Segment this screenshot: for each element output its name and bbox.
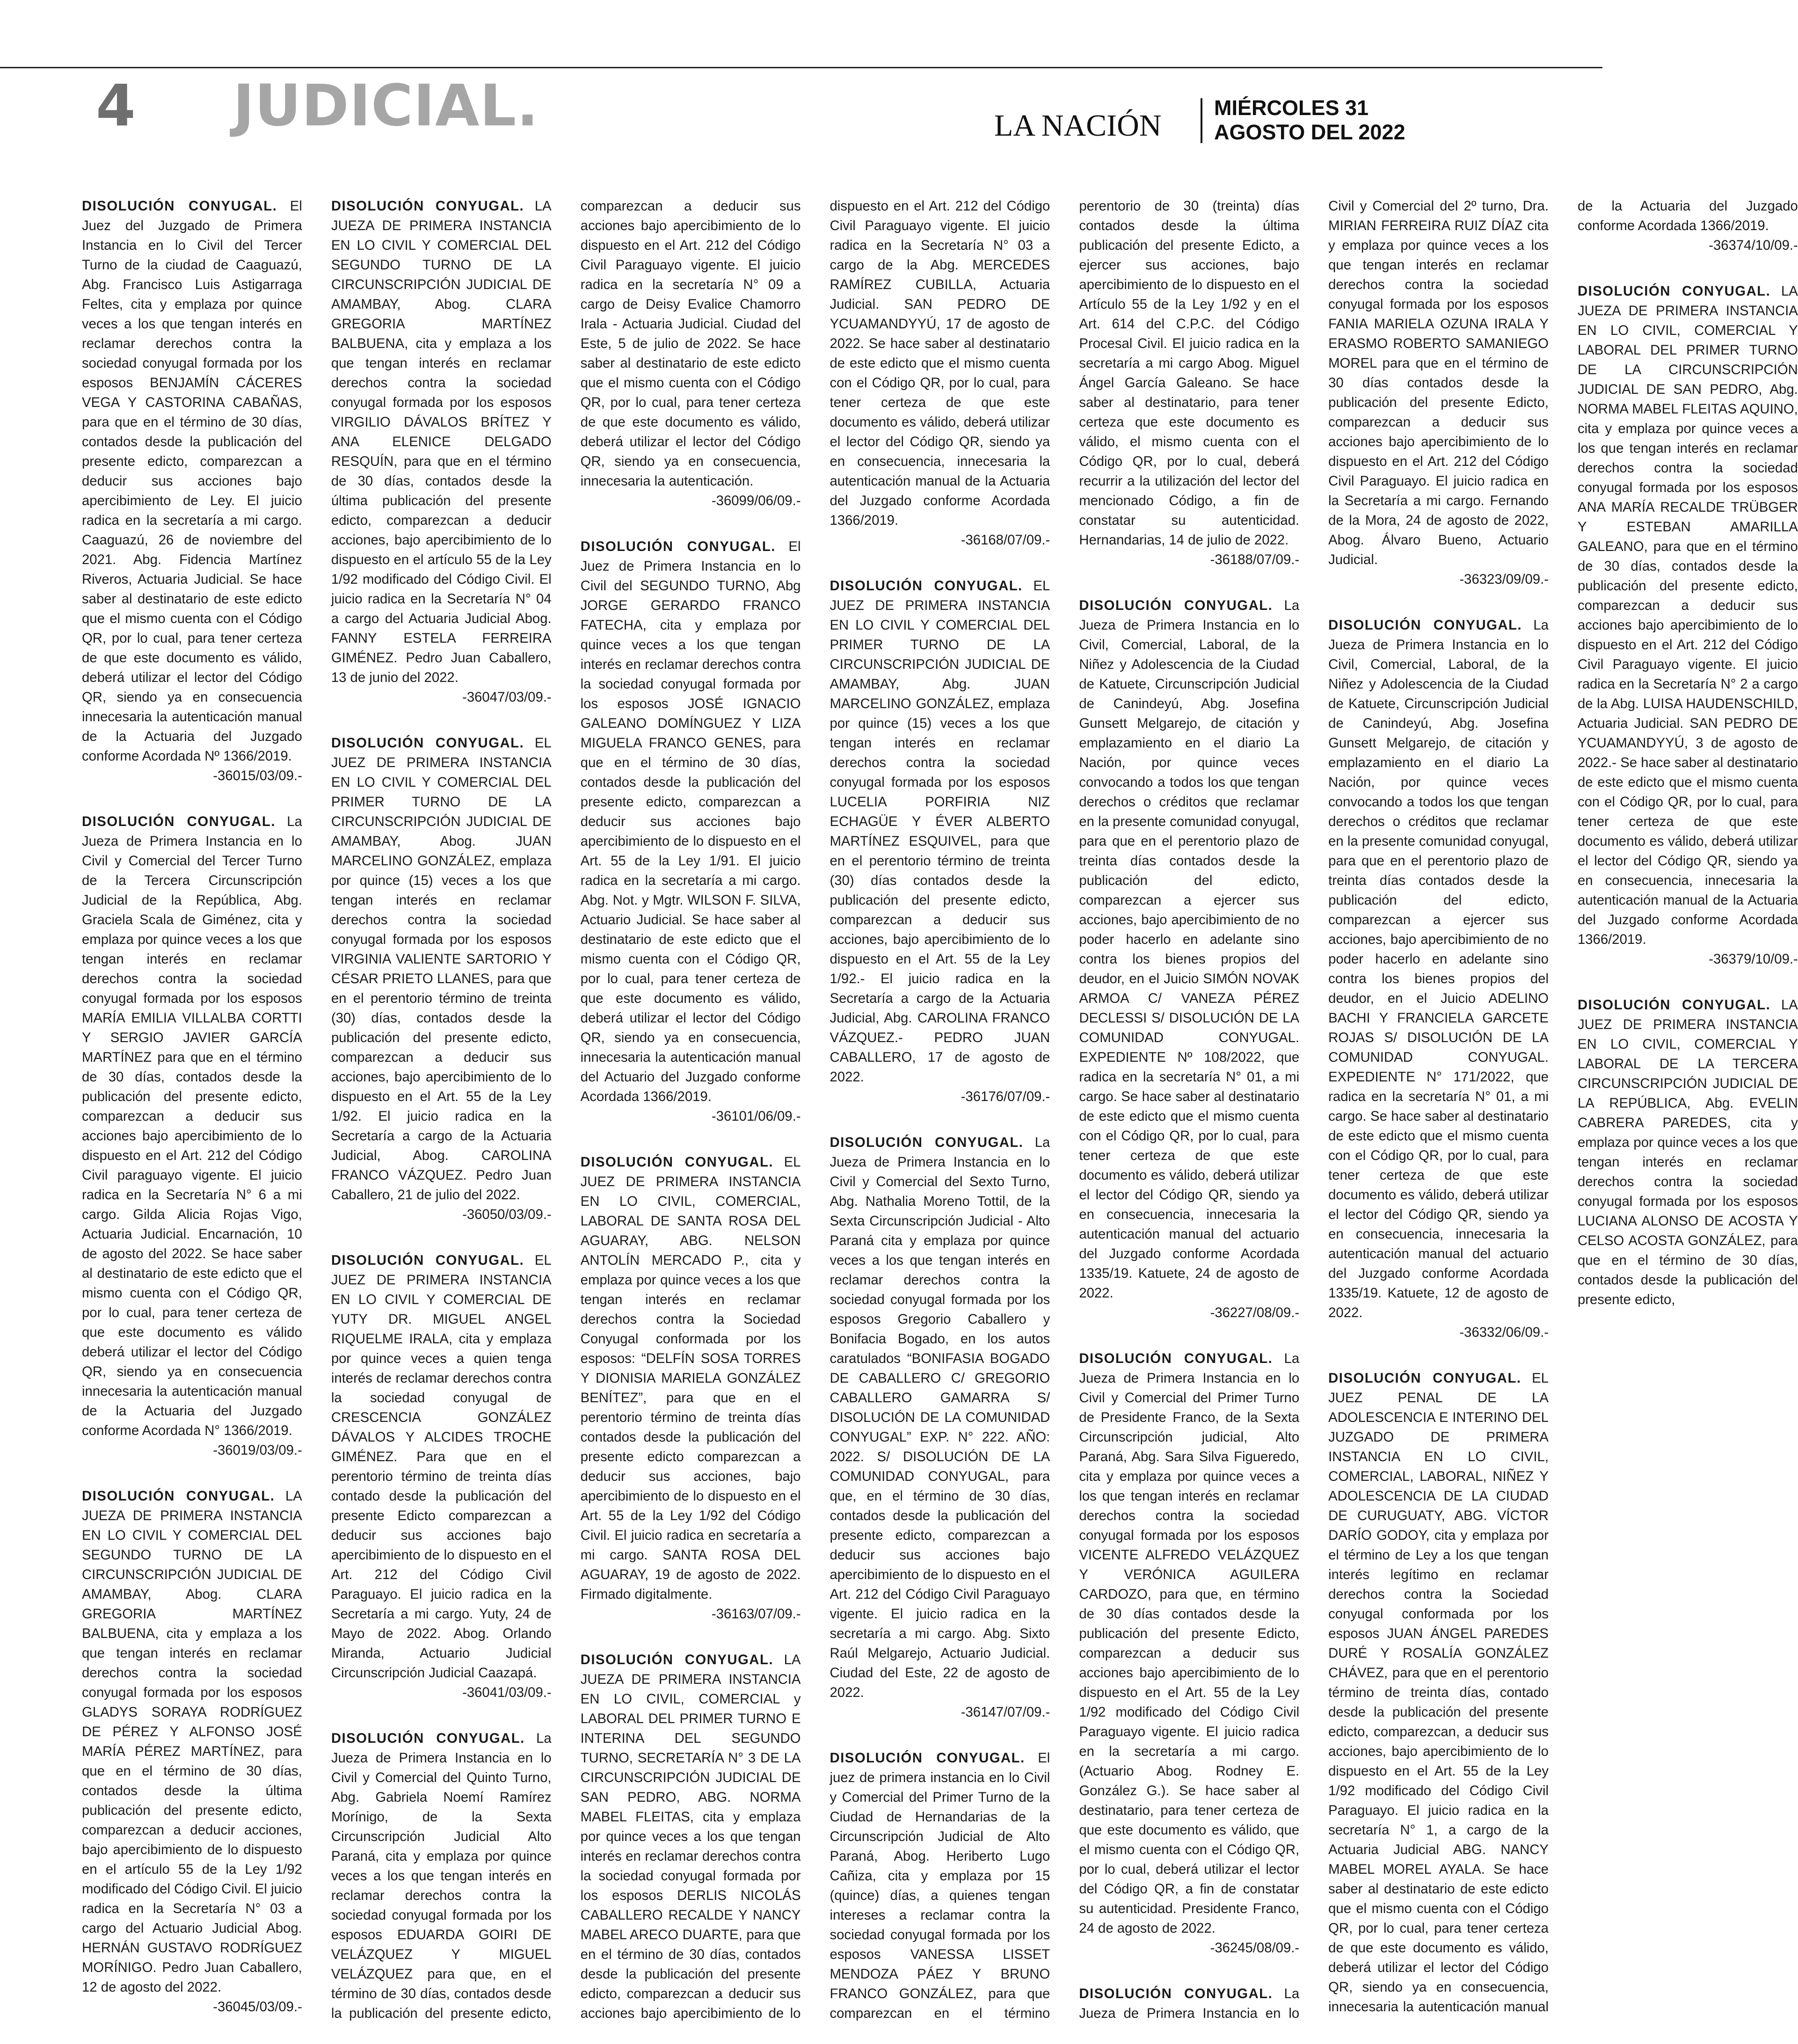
- notice: [1578, 995, 1798, 1310]
- notice-reference: -36050/03/09.-: [462, 1207, 552, 1222]
- notice-body: La Jueza de Primera Instancia en lo Civil y Comercial del Quinto Turno, Abg. Gabriela Noemí Ramírez Morínigo, de la Sexta Circunscripción Judicial Alto Paraná, cita y emplaza por quince veces a los que tengan interés en reclamar derechos contra la sociedad conyugal formada por los esposos EDUARDA GOIRI DE VELÁZQUEZ Y MIGUEL VELÁZQUEZ para que, en el término de 30 días, contados desde la publicación del presente edicto, comparezcan a deducir sus acciones bajo apercibimiento de lo dispuesto en el Art. 212 del Código Civil Paraguayo vigente. El juicio radica en la secretaría N° 09 a cargo de Deisy Evalice Chamorro Irala - Actuaria Judicial. Ciudad del Este, 5 de julio de 2022. Se hace saber al destinatario de este edicto que el mismo cuenta con el Código QR, por lo cual, para tener certeza de que este documento es válido, deberá utilizar el lector del Código QR, siendo ya en consecuencia, innecesaria la autenticación.: [331, 198, 801, 2021]
- notice-reference: -36332/06/09.-: [1459, 1325, 1549, 1340]
- notice-reference: -36101/06/09.-: [711, 1109, 801, 1124]
- notices-columns: [82, 196, 1798, 2025]
- notice-reference: -36147/07/09.-: [961, 1704, 1050, 1720]
- notice-heading: DISOLUCIÓN CONYUGAL.: [82, 814, 276, 829]
- notice-body: EL JUEZ DE PRIMERA INSTANCIA EN LO CIVIL Y COMERCIAL DE YUTY DR. MIGUEL ANGEL RIQUELME IRALA, cita y emplaza por quince veces a quien tenga interés de reclamar derechos contra la sociedad conyugal de CRESCENCIA GONZÁLEZ DÁVALOS Y ALCIDES TROCHE GIMÉNEZ. Para que en el perentorio término de treinta días contado desde la publicación del presente Edicto comparezcan a deducir sus acciones bajo apercibimiento de lo dispuesto en el Art. 212 del Código Civil Paraguayo. El juicio radica en la Secretaría a mi cargo. Yuty, 24 de Mayo de 2022. Abog. Orlando Miranda, Actuario Judicial Circunscripción Judicial Caazapá.: [331, 1253, 552, 1681]
- notice-body: La Jueza de Primera Instancia en lo Civil, Comercial, Laboral, de la Niñez y Adolescencia de la Ciudad de Katuete, Circunscripción Judicial de Canindeyú, Abg. Josefina Gunsett Melgarejo, de citación y emplazamiento en el diario La Nación, por quince veces convocando a todos los que tengan derechos o créditos que reclamar en la presente comunidad conyugal, para que en el perentorio plazo de treinta días contados desde la publicación del edicto, comparezcan a ejercer sus acciones, bajo apercibimiento de no poder hacerlo en adelante sino contra los bienes propios del deudor, en el Juicio ADELINO BACHI Y FRANCIELA GARCETE ROJAS S/ DISOLUCIÓN DE LA COMUNIDAD CONYUGAL. EXPEDIENTE N° 171/2022, que radica en la secretaría N° 01, a mi cargo. Se hace saber al destinatario de este edicto que el mismo cuenta con el Código QR, por lo cual, para tener certeza de que este documento es válido, deberá utilizar el lector del Código QR, siendo ya en consecuencia, innecesaria la autenticación manual del actuario del Juzgado conforme Acordada 1335/19. Katuete, 12 de agosto de 2022.: [1328, 617, 1549, 1320]
- notice-heading: DISOLUCIÓN CONYUGAL.: [331, 198, 524, 214]
- header-rule: [0, 67, 1602, 68]
- notice: [1079, 596, 1299, 1323]
- notice-reference: -36323/09/09.-: [1459, 572, 1549, 587]
- notice-body: El juez de primera instancia en lo Civil y Comercial del Primer Turno de la Ciudad de Hernandarias de la Circunscripción Judicial de Alto Paraná, Abog. Heriberto Lugo Cañiza, cita y emplaza por 15 (quince) días, a quienes tengan intereses a reclamar contra la sociedad conyugal formada por los esposos VANESSA LISSET MENDOZA PÁEZ Y BRUNO FRANCO GONZÁLEZ, para que comparezcan en el término perentorio de 30 (treinta) días contados desde la última publicación del presente Edicto, a ejercer sus acciones, bajo apercibimiento de lo dispuesto en el Artículo 55 de la Ley 1/92 y en el Art. 614 del C.P.C. del Código Procesal Civil. El juicio radica en la secretaría a mi cargo Abog. Miguel Ángel García Galeano. Se hace saber al destinatario, para tener certeza que este documento es válido, el mismo cuenta con el Código QR, por lo cual, deberá recurrir a la utilización del lector del mencionado Código, a fin de constatar su autenticidad. Hernandarias, 14 de julio de 2022.: [830, 198, 1300, 2021]
- notice-reference: -36245/08/09.-: [1210, 1940, 1300, 1956]
- notice-body: La Jueza de Primera Instancia en lo Civil y Comercial del Tercer Turno de la Tercera Circunscripción Judicial de la República, Abg. Graciela Scala de Giménez, cita y emplaza por quince veces a los que tengan interés en reclamar derechos contra la sociedad conyugal formada por los esposos MARÍA EMILIA VILLALBA CORTTI Y SERGIO JAVIER GARCÍA MARTÍNEZ para que en el término de 30 días, contados desde la publicación del presente edicto, comparezcan a deducir sus acciones bajo apercibimiento de lo dispuesto en el Art. 212 del Código Civil paraguayo vigente. El juicio radica en la Secretaría N° 6 a mi cargo. Gilda Alicia Rojas Vigo, Actuaria Judicial. Encarnación, 10 de agosto del 2022. Se hace saber al destinatario de este edicto que el mismo cuenta con el Código QR, por lo cual, para tener certeza de que este documento es válido deberá utilizar el lector del Código QR, siendo ya en consecuencia innecesaria la autenticación manual de la Actuaria del Juzgado conforme Acordada N° 1366/2019.: [82, 814, 302, 1438]
- notice-heading: DISOLUCIÓN CONYUGAL.: [830, 1750, 1025, 1766]
- notice-heading: DISOLUCIÓN CONYUGAL.: [1328, 617, 1522, 633]
- notice-reference: -36176/07/09.-: [961, 1089, 1050, 1104]
- notice-body: EL JUEZ PENAL DE LA ADOLESCENCIA E INTERINO DEL JUZGADO DE PRIMERA INSTANCIA EN LO CIVIL, COMERCIAL, LABORAL, NIÑEZ Y ADOLESCENCIA DE LA CIUDAD DE CURUGUATY, ABG. VÍCTOR DARÍO GODOY, cita y emplaza por el término de Ley a los que tengan interés legítimo en reclamar derechos contra la Sociedad conyugal conformada por los esposos JUAN ÁNGEL PAREDES DURÉ Y ROSALÍA GONZÁLEZ CHÁVEZ, para que en el perentorio término de treinta días, contado desde la publicación del presente edicto, comparezcan, a deducir sus acciones, bajo apercibimiento de lo dispuesto en el Art. 55 de la Ley 1/92 modificado del Código Civil Paraguayo. El juicio radica en la secretaría N° 1, a cargo de la Actuaria Judicial ABG. NANCY MABEL MOREL AYALA. Se hace saber al destinatario de este edicto que el mismo cuenta con el Código QR, por lo cual, para tener certeza de que este documento es válido, deberá utilizar el lector del Código QR, siendo ya en consecuencia, innecesaria la autenticación manual de la Actuaria del Juzgado conforme Acordada 1366/2019.: [1328, 198, 1798, 2015]
- notice: [1328, 616, 1549, 1342]
- notice-heading: DISOLUCIÓN CONYUGAL.: [1577, 997, 1771, 1013]
- notice-body: LA JUEZ DE PRIMERA INSTANCIA EN LO CIVIL, COMERCIAL Y LABORAL DE LA TERCERA CIRCUNSCRIPCIÓN JUDICIAL DE LA REPÚBLICA, Abg. EVELIN CABRERA PAREDES, cita y emplaza por quince veces a los que tengan interés en reclamar derechos contra la sociedad conyugal formada por los esposos LUCIANA ALONSO DE ACOSTA Y CELSO ACOSTA GONZÁLEZ, para que en el término de 30 días, contados desde la publicación del presente edicto,: [1577, 997, 1798, 1307]
- notice-body: El Juez de Primera Instancia en lo Civil del SEGUNDO TURNO, Abg JORGE GERARDO FRANCO FATECHA, cita y emplaza por quince veces a los que tengan interés en reclamar derechos contra la sociedad conyugal formada por los esposos JOSÉ IGNACIO GALEANO DOMÍNGUEZ Y LIZA MIGUELA FRANCO GENES, para que en el término de 30 días, contados desde la publicación del presente edicto, comparezcan a deducir sus acciones bajo apercibimiento de lo dispuesto en el Art. 55 de la Ley 1/91. El juicio radica en la secretaría a mi cargo. Abg. Not. y Mgtr. WILSON F. SILVA, Actuario Judicial. Se hace saber al destinatario de este edicto que el mismo cuenta con el Código QR, por lo cual, para tener certeza de que este documento es válido, deberá utilizar el lector del Código QR, siendo ya en consecuencia, innecesaria la autenticación manual del Actuario del Juzgado conforme Acordada 1366/2019.: [580, 539, 801, 1104]
- notice-reference: -36379/10/09.-: [1709, 951, 1798, 967]
- notice: [82, 812, 302, 1460]
- notice-heading: DISOLUCIÓN CONYUGAL.: [331, 1731, 525, 1746]
- notice-body: EL JUEZ DE PRIMERA INSTANCIA EN LO CIVIL, COMERCIAL, LABORAL DE SANTA ROSA DEL AGUARAY, ABG. NELSON ANTOLÍN MERCADO P., cita y emplaza por quince veces a los que tengan interés en reclamar derechos contra la Sociedad Conyugal conformada por los esposos: “DELFÍN SOSA TORRES Y DIONISIA MARIELA GONZÁLEZ BENÍTEZ”, para que en el perentorio término de treinta días contados desde la publicación del presente edicto comparezcan a deducir sus acciones, bajo apercibimiento de lo dispuesto en el Art. 55 de la Ley 1/92 del Código Civil. El juicio radica en secretaría a mi cargo. SANTA ROSA DEL AGUARAY, 19 de agosto de 2022. Firmado digitalmente.: [580, 1154, 801, 1602]
- notice-heading: DISOLUCIÓN CONYUGAL.: [830, 578, 1023, 594]
- notice: [331, 196, 552, 707]
- notice-body: LA JUEZA DE PRIMERA INSTANCIA EN LO CIVIL Y COMERCIAL DEL SEGUNDO TURNO DE LA CIRCUNSCRIPCIÓN JUDICIAL DE AMAMBAY, Abog. CLARA GREGORIA MARTÍNEZ BALBUENA, cita y emplaza a los que tengan interés en reclamar derechos contra la sociedad conyugal formada por los esposos GLADYS SORAYA RODRÍGUEZ DE PÉREZ Y ALFONSO JOSÉ MARÍA PÉREZ MARTÍNEZ, para que en el término de 30 días, contados desde la última publicación del presente edicto, comparezcan a deducir acciones, bajo apercibimiento de lo dispuesto en el artículo 55 de la Ley 1/92 modificado del Código Civil. El juicio radica en la Secretaría N° 03 a cargo del Actuario Judicial Abog. HERNÁN GUSTAVO RODRÍGUEZ MORÍNIGO. Pedro Juan Caballero, 12 de agosto del 2022.: [82, 1488, 302, 1995]
- notice-body: LA JUEZA DE PRIMERA INSTANCIA EN LO CIVIL, COMERCIAL y LABORAL DEL PRIMER TURNO E INTERINA DEL SEGUNDO TURNO, SECRETARÍA N° 3 DE LA CIRCUNSCRIPCIÓN JUDICIAL DE SAN PEDRO, ABG. NORMA MABEL FLEITAS, cita y emplaza por quince veces a los que tengan interés en reclamar derechos contra la sociedad conyugal formada por los esposos DERLIS NICOLÁS CABALLERO RECALDE Y NANCY MABEL ARECO DUARTE, para que en el término de 30 días, contados desde la publicación del presente edicto, comparezcan a deducir sus acciones bajo apercibimiento de lo dispuesto en el Art. 212 del Código Civil Paraguayo vigente. El juicio radica en la Secretaría N° 03 a cargo de la Abg. MERCEDES RAMÍREZ CUBILLA, Actuaria Judicial. SAN PEDRO DE YCUAMANDYYÚ, 17 de agosto de 2022. Se hace saber al destinatario de este edicto que el mismo cuenta con el Código QR, por lo cual, para tener certeza de que este documento es válido, deberá utilizar el lector del Código QR, siendo ya en consecuencia, innecesaria la autenticación manual de la Actuaria del Juzgado conforme Acordada 1366/2019.: [580, 198, 1050, 2021]
- notice: [1079, 1349, 1299, 1958]
- notice-body: La Jueza de Primera Instancia en lo Civil y Comercial del 2º turno, Dra. MIRIAN FERREIRA RUIZ DÍAZ cita y emplaza por quince veces a los que tengan interés en reclamar derechos contra la sociedad conyugal formada por los esposos FANIA MARIELA OZUNA IRALA Y ERASMO ROBERTO SAMANIEGO MOREL para que en el término de 30 días contados desde la publicación del presente Edicto, comparezcan a deducir sus acciones bajo apercibimiento de lo dispuesto en el Art. 212 del Código Civil Paraguayo. El juicio radica en la Secretaría a mi cargo. Fernando de la Mora, 24 de agosto de 2022, Abog. Álvaro Bueno, Actuario Judicial.: [1079, 198, 1549, 2021]
- notice-heading: DISOLUCIÓN CONYUGAL.: [1079, 1986, 1273, 2001]
- issue-date: [1214, 96, 1405, 145]
- notice-reference: -36163/07/09.-: [711, 1606, 801, 1622]
- issue-day: MIÉRCOLES 31: [1214, 96, 1369, 120]
- masthead-separator: [1201, 98, 1202, 143]
- notice-heading: DISOLUCIÓN CONYUGAL.: [1079, 598, 1273, 613]
- notice-heading: DISOLUCIÓN CONYUGAL.: [580, 1652, 773, 1667]
- notice-heading: DISOLUCIÓN CONYUGAL.: [1577, 283, 1771, 299]
- notice-body: EL JUEZ DE PRIMERA INSTANCIA EN LO CIVIL Y COMERCIAL DEL PRIMER TURNO DE LA CIRCUNSCRIPCIÓN JUDICIAL DE AMAMBAY, Abg. JUAN MARCELINO GONZÁLEZ, emplaza por quince (15) veces a los que tengan interés en reclamar derechos contra la sociedad conyugal formada por los esposos LUCELIA PORFIRIA NIZ ECHAGÜE Y ÉVER ALBERTO MARTÍNEZ ESQUIVEL, para que en el perentorio término de treinta (30) días contados desde la publicación del presente edicto, comparezcan a deducir sus acciones, bajo apercibimiento de lo dispuesto en el Art. 55 de la Ley 1/92.- El juicio radica en la Secretaría a cargo de la Actuaria Judicial, Abg. CAROLINA FRANCO VÁZQUEZ.- PEDRO JUAN CABALLERO, 17 de agosto de 2022.: [830, 578, 1050, 1085]
- notice-heading: DISOLUCIÓN CONYUGAL.: [82, 198, 277, 214]
- section-title: JUDICIAL.: [233, 72, 539, 139]
- notice: [82, 1486, 302, 2017]
- notice: [830, 1133, 1050, 1722]
- notice-heading: DISOLUCIÓN CONYUGAL.: [331, 735, 524, 751]
- notice-body: La Jueza de Primera Instancia en lo Civil y Comercial del Primer Turno de Presidente Franco, de la Sexta Circunscripción judicial, Alto Paraná, Abg. Sara Silva Figueredo, cita y emplaza por quince veces a los que tengan interés en reclamar derechos contra la sociedad conyugal formada por los esposos VICENTE ALFREDO VELÁZQUEZ Y VERÓNICA AGUILERA CARDOZO, para que, en término de 30 días contados desde la publicación del presente Edicto, comparezcan a deducir sus acciones bajo apercibimiento de lo dispuesto en el Art. 55 de la Ley 1/92 modificado del Código Civil Paraguayo vigente. El juicio radica en la secretaría a mi cargo. (Actuario Abog. Rodney E. González G.). Se hace saber al destinatario, para tener certeza de que este documento es válido, que el mismo cuenta con el Código QR, por lo cual, deberá utilizar el lector del Código QR, a fin de constatar su autenticidad. Presidente Franco, 24 de agosto de 2022.: [1079, 1351, 1300, 1936]
- notice-reference: -36099/06/09.-: [711, 493, 801, 508]
- notice: [830, 576, 1050, 1107]
- issue-month-year: AGOSTO DEL 2022: [1214, 120, 1405, 144]
- notice-reference: -36045/03/09.-: [213, 1999, 302, 2015]
- notice-heading: DISOLUCIÓN CONYUGAL.: [1328, 1370, 1521, 1386]
- notice: [331, 1251, 552, 1703]
- notice-body: El Juez del Juzgado de Primera Instancia en lo Civil del Tercer Turno de la ciudad de Caaguazú, Abg. Francisco Luis Astigarraga Feltes, cita y emplaza por quince veces a los que tengan interés en reclamar derechos contra la sociedad conyugal formada por los esposos BENJAMÍN CÁCERES VEGA Y CASTORINA CABAÑAS, para que en el término de 30 días, contados desde la publicación del presente edicto, comparezcan a deducir sus acciones bajo apercibimiento de Ley. El juicio radica en la secretaría a mi cargo. Caaguazú, 26 de noviembre del 2021. Abg. Fidencia Martínez Riveros, Actuaria Judicial. Se hace saber al destinatario de este edicto que el mismo cuenta con el Código QR, por lo cual, para tener certeza de que este documento es válido, deberá utilizar el lector del Código QR, siendo ya en consecuencia innecesaria la autenticación manual de la Actuaria del Juzgado conforme Acordada Nº 1366/2019.: [82, 198, 302, 764]
- notice-heading: DISOLUCIÓN CONYUGAL.: [830, 1135, 1024, 1150]
- notice-body: LA JUEZA DE PRIMERA INSTANCIA EN LO CIVIL Y COMERCIAL DEL SEGUNDO TURNO DE LA CIRCUNSCRIPCIÓN JUDICIAL DE AMAMBAY, Abog. CLARA GREGORIA MARTÍNEZ BALBUENA, cita y emplaza a los que tengan interés en reclamar derechos contra la sociedad conyugal formada por los esposos VIRGILIO DÁVALOS BRÍTEZ Y ANA ELENICE DELGADO RESQUÍN, para que en el término de 30 días, contados desde la última publicación del presente edicto, comparezcan a deducir acciones, bajo apercibimiento de lo dispuesto en el artículo 55 de la Ley 1/92 modificado del Código Civil. El juicio radica en la Secretaría N° 04 a cargo del Actuaria Judicial Abog. FANNY ESTELA FERREIRA GIMÉNEZ. Pedro Juan Caballero, 13 de junio del 2022.: [331, 198, 552, 685]
- notice-heading: DISOLUCIÓN CONYUGAL.: [331, 1253, 524, 1268]
- notice-reference: -36015/03/09.-: [213, 768, 302, 783]
- notice-reference: -36188/07/09.-: [1210, 552, 1300, 567]
- notice: [331, 733, 552, 1225]
- notice: [1578, 282, 1798, 969]
- notice-reference: -36047/03/09.-: [462, 689, 552, 705]
- notice-reference: -36168/07/09.-: [961, 532, 1050, 548]
- notice-reference: -36227/08/09.-: [1210, 1305, 1300, 1320]
- notice-heading: DISOLUCIÓN CONYUGAL.: [1079, 1351, 1273, 1366]
- notice-body: EL JUEZ DE PRIMERA INSTANCIA EN LO CIVIL Y COMERCIAL DEL PRIMER TURNO DE LA CIRCUNSCRIPCIÓN JUDICIAL DE AMAMBAY, Abog. JUAN MARCELINO GONZÁLEZ, emplaza por quince (15) veces a los que tengan interés en reclamar derechos contra la sociedad conyugal formada por los esposos VIRGINIA VALIENTE SARTORIO Y CÉSAR PRIETO LLANES, para que en el perentorio término de treinta (30) días, contados desde la publicación del presente edicto, comparezcan a deducir sus acciones, bajo apercibimiento de lo dispuesto en el Art. 55 de la Ley 1/92. El juicio radica en la Secretaría a cargo de la Actuaria Judicial, Abog. CAROLINA FRANCO VÁZQUEZ. Pedro Juan Caballero, 21 de julio del 2022.: [331, 735, 552, 1203]
- notice-body: LA JUEZA DE PRIMERA INSTANCIA EN LO CIVIL, COMERCIAL Y LABORAL DEL PRIMER TURNO DE LA CIRCUNSCRIPCIÓN JUDICIAL DE SAN PEDRO, Abg. NORMA MABEL FLEITAS AQUINO, cita y emplaza por quince veces a los que tengan interés en reclamar derechos contra la sociedad conyugal formada por los esposos ANA MARÍA RECALDE TRÜBGER Y ESTEBAN AMARILLA GALEANO, para que en el término de 30 días, contados desde la publicación del presente edicto, comparezcan a deducir sus acciones bajo apercibimiento de lo dispuesto en el Art. 212 del Código Civil Paraguayo vigente. El juicio radica en la Secretaría N° 2 a cargo de la Abg. LUISA HAUDENSCHILD, Actuaria Judicial. SAN PEDRO DE YCUAMANDYYÚ, 3 de agosto de 2022.- Se hace saber al destinatario de este edicto que el mismo cuenta con el Código QR, por lo cual, para tener certeza de que este documento es válido, deberá utilizar el lector del Código QR, siendo ya en consecuencia, innecesaria la autenticación manual de la Actuaria del Juzgado conforme Acordada 1366/2019.: [1577, 283, 1798, 947]
- notice: [82, 196, 302, 786]
- notice-heading: DISOLUCIÓN CONYUGAL.: [580, 539, 776, 554]
- masthead-logo: LA NACIÓN: [994, 109, 1162, 143]
- notice-body: La Jueza de Primera Instancia en lo Civil y Comercial del Sexto Turno, Abg. Nathalia Moreno Tottil, de la Sexta Circunscripción Judicial - Alto Paraná cita y emplaza por quince veces a los que tengan interés en reclamar derechos contra la sociedad conyugal formada por los esposos Gregorio Caballero y Bonifacia Bogado, en los autos caratulados “BONIFASIA BOGADO DE CABALLERO C/ GREGORIO CABALLERO GAMARRA S/ DISOLUCIÓN DE LA COMUNIDAD CONYUGAL” EXP. N° 222. AÑO: 2022. S/ DISOLUCIÓN DE LA COMUNIDAD CONYUGAL, para que, en el término de 30 días, contados desde la publicación del presente edicto, comparezcan a deducir sus acciones bajo apercibimiento de lo dispuesto en el Art. 212 del Código Civil Paraguayo vigente. El juicio radica en la secretaría a mi cargo. Abg. Sixto Raúl Melgarejo, Actuario Judicial. Ciudad del Este, 22 de agosto de 2022.: [830, 1135, 1050, 1700]
- notice-reference: -36374/10/09.-: [1709, 238, 1798, 253]
- notice-heading: DISOLUCIÓN CONYUGAL.: [82, 1488, 275, 1504]
- notice-heading: DISOLUCIÓN CONYUGAL.: [580, 1154, 773, 1170]
- notice: [581, 1152, 801, 1624]
- notice-body: La Jueza de Primera Instancia en lo Civil, Comercial, Laboral, de la Niñez y Adolescencia de la Ciudad de Katuete, Circunscripción Judicial de Canindeyú, Abg. Josefina Gunsett Melgarejo, de citación y emplazamiento en el diario La Nación, por quince veces convocando a todos los que tengan derechos o créditos que reclamar en la presente comunidad conyugal, para que en el perentorio plazo de treinta días contados desde la publicación del edicto, comparezcan a ejercer sus acciones, bajo apercibimiento de no poder hacerlo en adelante sino contra los bienes propios del deudor, en el Juicio SIMÓN NOVAK ARMOA C/ VANEZA PÉREZ DECLESSI S/ DISOLUCIÓN DE LA COMUNIDAD CONYUGAL. EXPEDIENTE Nº 108/2022, que radica en la secretaría N° 01, a mi cargo. Se hace saber al destinatario de este edicto que el mismo cuenta con el Código QR, por lo cual, para tener certeza de que este documento es válido, deberá utilizar el lector del Código QR, siendo ya en consecuencia, innecesaria la autenticación manual del actuario del Juzgado conforme Acordada 1335/19. Katuete, 24 de agosto de 2022.: [1079, 598, 1300, 1301]
- notice-reference: -36019/03/09.-: [213, 1442, 302, 1458]
- notice-reference: -36041/03/09.-: [462, 1685, 552, 1700]
- page-number: 4: [96, 72, 136, 139]
- notice: [581, 537, 801, 1126]
